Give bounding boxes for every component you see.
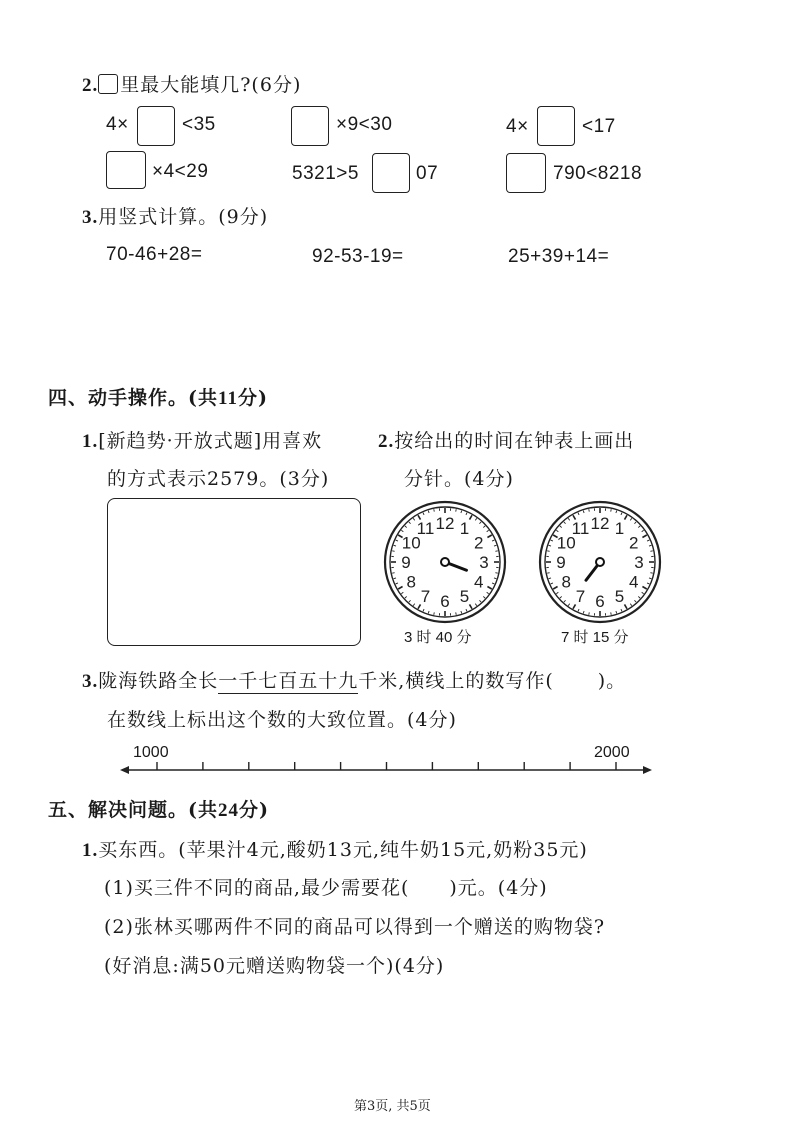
clock-tick xyxy=(479,522,481,524)
clock-tick xyxy=(625,604,628,608)
clock-tick xyxy=(409,600,411,602)
clock-center-pin xyxy=(441,558,449,566)
clock-tick xyxy=(549,545,551,546)
section5-title xyxy=(48,795,269,822)
clock-tick xyxy=(638,526,640,528)
q2-item5-left: 5321>5 xyxy=(292,163,359,184)
clock-tick xyxy=(547,551,549,552)
q3-number: 3. xyxy=(82,207,99,228)
clock-tick xyxy=(401,592,403,593)
numberline-end-label: 2000 xyxy=(594,744,630,761)
clock-tick xyxy=(495,551,497,552)
s4-q3-line2: 在数线上标出这个数的大致位置。(4分) xyxy=(107,709,457,731)
s4-q1-text1: [新趋势·开放式题]用喜欢 xyxy=(98,430,323,452)
clock-center-pin xyxy=(596,558,604,566)
clock-number-12: 12 xyxy=(590,514,610,533)
clock-tick xyxy=(611,612,612,614)
q3-heading xyxy=(82,202,268,229)
clock-number-2: 2 xyxy=(629,533,639,553)
clock-tick xyxy=(616,511,617,513)
clock-number-10: 10 xyxy=(401,533,421,553)
clock-tick xyxy=(461,611,462,613)
clock-tick xyxy=(642,530,644,531)
page-footer: 第3页, 共5页 xyxy=(354,1099,431,1114)
q2-item4-right: ×4<29 xyxy=(152,161,209,182)
clock-tick xyxy=(487,587,491,590)
section4-title xyxy=(48,383,268,410)
clock-tick xyxy=(394,545,396,546)
clock-tick xyxy=(650,573,652,574)
clock-tick xyxy=(650,551,652,552)
q3-title: 用竖式计算。(9分) xyxy=(98,206,269,228)
clock-tick xyxy=(642,535,646,538)
clock-tick xyxy=(470,515,473,519)
s4-q2-text1: 按给出的时间在钟表上画出 xyxy=(394,430,635,452)
clock-tick xyxy=(560,596,562,598)
clock-tick xyxy=(487,592,489,593)
clock-tick xyxy=(405,526,407,528)
numberline-start-label: 1000 xyxy=(133,744,169,761)
clock-number-1: 1 xyxy=(459,519,470,539)
clock-number-10: 10 xyxy=(556,533,576,553)
clock-tick xyxy=(634,522,636,524)
s4-q1-line1 xyxy=(82,426,322,453)
clock-number-7: 7 xyxy=(575,586,586,606)
clock-tick xyxy=(423,513,424,515)
s4-q2-number: 2. xyxy=(378,431,395,452)
clock-tick xyxy=(649,545,651,546)
clock-tick xyxy=(647,540,649,541)
clock-tick xyxy=(616,611,617,613)
q2-title: 里最大能填几?(6分) xyxy=(120,74,302,96)
q2-item3-left: 4× xyxy=(506,116,529,137)
clock-tick xyxy=(409,522,411,524)
q2-number: 2. xyxy=(82,75,99,96)
s4-q3-underlined: 一千七百五十九 xyxy=(218,670,359,692)
clock2-label: 7 时 15 分 xyxy=(561,629,629,646)
s4-q3-post: 千米,横线上的数写作( xyxy=(358,670,554,692)
clock-face-1[interactable] xyxy=(383,500,507,624)
clock-tick xyxy=(392,551,394,552)
clock-tick xyxy=(405,596,407,598)
clock-tick xyxy=(456,612,457,614)
s5-q1-line1 xyxy=(82,835,588,862)
clock-number-4: 4 xyxy=(629,572,639,592)
section5-title-text: 五、解决问题。(共 xyxy=(48,799,218,821)
clock-number-3: 3 xyxy=(634,553,644,572)
clock-tick xyxy=(568,604,569,606)
clock-tick xyxy=(456,509,457,511)
s4-q3-line1 xyxy=(82,666,626,693)
s4-q3-number: 3. xyxy=(82,671,99,692)
clock-tick xyxy=(483,526,485,528)
clock-tick xyxy=(396,583,398,584)
clock-tick xyxy=(413,604,414,606)
q2-item3-right: <17 xyxy=(582,116,616,137)
clock-tick xyxy=(583,511,584,513)
numberline-left-arrow xyxy=(120,766,129,774)
section5-score: 24 xyxy=(218,800,239,821)
s4-q1-number: 1. xyxy=(82,431,99,452)
section4-score: 11 xyxy=(218,388,238,409)
q2-item1-left: 4× xyxy=(106,114,129,135)
s5-q1-number: 1. xyxy=(82,840,99,861)
clock-number-8: 8 xyxy=(406,572,416,592)
clock-number-6: 6 xyxy=(595,592,605,611)
clock-tick xyxy=(495,573,497,574)
clock-number-7: 7 xyxy=(420,586,431,606)
clock-tick xyxy=(483,596,485,598)
clock-tick xyxy=(553,587,557,590)
q2-item3-box[interactable] xyxy=(537,106,575,146)
clock-tick xyxy=(494,578,496,579)
s4-q3-end: )。 xyxy=(597,670,627,692)
q2-item4-box[interactable] xyxy=(106,151,146,189)
clock-tick xyxy=(589,612,590,614)
clock-tick xyxy=(423,609,424,611)
clock-tick xyxy=(634,600,636,602)
clock-tick xyxy=(611,509,612,511)
clock-tick xyxy=(396,540,398,541)
clock-tick xyxy=(556,530,558,531)
q2-item1-right: <35 xyxy=(182,114,216,135)
q2-item2-box[interactable] xyxy=(291,106,329,146)
s5-q1-sub1-pre: (1)买三件不同的商品,最少需要花( xyxy=(104,877,410,899)
q2-item5-box[interactable] xyxy=(372,153,410,193)
s5-q1-sub2b: (好消息:满50元赠送购物袋一个)(4分) xyxy=(104,955,445,977)
q2-item6-box[interactable] xyxy=(506,153,546,193)
clock-number-8: 8 xyxy=(561,572,571,592)
q2-heading xyxy=(82,70,301,97)
clock-tick xyxy=(638,596,640,598)
clock-number-5: 5 xyxy=(614,586,625,606)
q2-item1-box[interactable] xyxy=(137,106,175,146)
clock-tick xyxy=(494,545,496,546)
clock-number-11: 11 xyxy=(416,519,435,539)
clock-tick xyxy=(583,611,584,613)
q2-item2-right: ×9<30 xyxy=(336,114,393,135)
clock-tick xyxy=(487,535,491,538)
clock-tick xyxy=(625,515,628,519)
clock-tick xyxy=(466,609,467,611)
numberline-right-arrow xyxy=(643,766,652,774)
clock-tick xyxy=(551,583,553,584)
clock-tick xyxy=(578,513,579,515)
clock-number-9: 9 xyxy=(556,553,566,572)
q3-expr3: 25+39+14= xyxy=(508,246,610,267)
clock-number-11: 11 xyxy=(571,519,590,539)
clock-number-12: 12 xyxy=(435,514,455,533)
clock-tick xyxy=(649,578,651,579)
clock-tick xyxy=(630,518,631,520)
s5-q1-sub1 xyxy=(104,873,548,900)
s4-q2-line1 xyxy=(378,426,634,453)
s5-q1-text: 买东西。(苹果汁4元,酸奶13元,纯牛奶15元,奶粉35元) xyxy=(98,839,588,861)
clock-tick xyxy=(394,578,396,579)
clock-tick xyxy=(461,511,462,513)
s5-q1-sub2: (2)张林买哪两件不同的商品可以得到一个赠送的购物袋? xyxy=(104,916,606,938)
clock-tick xyxy=(647,583,649,584)
clock-number-6: 6 xyxy=(440,592,450,611)
clock-tick xyxy=(434,509,435,511)
q2-item5-right: 07 xyxy=(416,163,439,184)
clock-tick xyxy=(401,530,403,531)
clock-tick xyxy=(413,518,414,520)
clock-tick xyxy=(492,583,494,584)
clock-tick xyxy=(398,587,402,590)
clock-tick xyxy=(568,518,569,520)
s5-q1-sub1-post: )元。(4分) xyxy=(449,877,548,899)
clock-tick xyxy=(589,509,590,511)
clock-number-1: 1 xyxy=(614,519,625,539)
clock-number-9: 9 xyxy=(401,553,411,572)
q2-box-symbol xyxy=(98,74,118,94)
s4-q2-line2: 分针。(4分) xyxy=(404,468,514,490)
q3-expr1: 70-46+28= xyxy=(106,244,203,265)
clock-tick xyxy=(475,518,476,520)
s4-q1-line2: 的方式表示2579。(3分) xyxy=(107,468,330,490)
clock-tick xyxy=(492,540,494,541)
clock-number-4: 4 xyxy=(474,572,484,592)
clock1-label: 3 时 40 分 xyxy=(404,629,472,646)
clock-number-3: 3 xyxy=(479,553,489,572)
number-line[interactable] xyxy=(120,760,660,784)
s4-q3-pre: 陇海铁路全长 xyxy=(98,670,219,692)
clock-tick xyxy=(487,530,489,531)
clock-tick xyxy=(564,522,566,524)
q3-expr2: 92-53-19= xyxy=(312,246,404,267)
answer-drawing-box[interactable] xyxy=(107,498,361,646)
clock-tick xyxy=(621,513,622,515)
clock-tick xyxy=(551,540,553,541)
clock-tick xyxy=(428,511,429,513)
clock-tick xyxy=(549,578,551,579)
section4-title-text: 四、动手操作。(共 xyxy=(48,387,218,409)
clock-tick xyxy=(479,600,481,602)
clock-tick xyxy=(475,604,476,606)
clock-number-5: 5 xyxy=(459,586,470,606)
clock-tick xyxy=(630,604,631,606)
clock-tick xyxy=(547,573,549,574)
section4-title-end: 分) xyxy=(237,387,268,409)
clock-tick xyxy=(428,611,429,613)
clock-tick xyxy=(578,609,579,611)
q2-item6-right: 790<8218 xyxy=(553,163,643,184)
clock-tick xyxy=(434,612,435,614)
clock-tick xyxy=(642,592,644,593)
clock-tick xyxy=(621,609,622,611)
clock-tick xyxy=(642,587,646,590)
clock-tick xyxy=(392,573,394,574)
clock-tick xyxy=(556,592,558,593)
clock-tick xyxy=(560,526,562,528)
clock-face-2[interactable] xyxy=(538,500,662,624)
clock-tick xyxy=(466,513,467,515)
clock-number-2: 2 xyxy=(474,533,484,553)
section5-title-end: 分) xyxy=(239,799,269,821)
clock-tick xyxy=(470,604,473,608)
clock-tick xyxy=(564,600,566,602)
